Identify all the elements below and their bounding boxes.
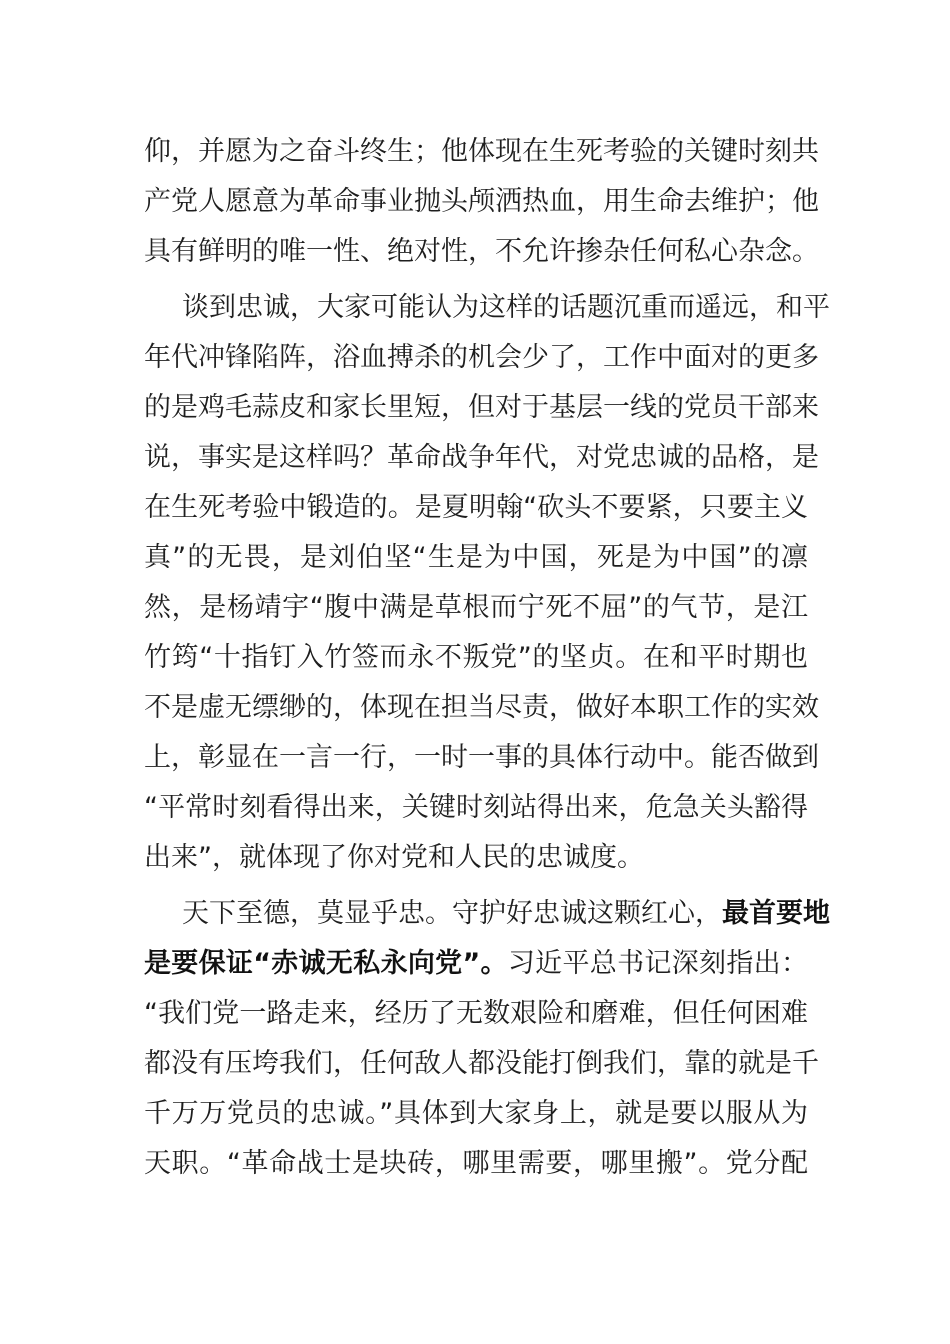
text-run: 天下至德，莫显乎忠。守护好忠诚这颗红心， [182, 898, 722, 929]
bold-text-run: 是要保证“赤诚无私永向党”。 [144, 948, 508, 979]
text-line: 的是鸡毛蒜皮和家长里短，但对于基层一线的党员干部来 [144, 392, 819, 423]
text-line [144, 889, 830, 939]
text-run: 习近平总书记深刻指出： [507, 948, 808, 979]
text-line: 年代冲锋陷阵，浴血搏杀的机会少了，工作中面对的更多 [144, 342, 819, 373]
text-line: 仰，并愿为之奋斗终生；他体现在生死考验的关键时刻共 [144, 136, 819, 167]
text-line: 天职。“革命战士是块砖，哪里需要，哪里搬”。党分配 [144, 1148, 808, 1179]
text-line: 具有鲜明的唯一性、绝对性，不允许掺杂任何私心杂念。 [144, 236, 819, 267]
text-line: 出来”，就体现了你对党和人民的忠诚度。 [144, 842, 644, 873]
text-line: 竹筠“十指钉入竹签而永不叛党”的坚贞。在和平时期也 [144, 642, 808, 673]
paragraph-3 [144, 889, 830, 1189]
document-body [144, 127, 830, 1189]
text-line: 都没有压垮我们，任何敌人都没能打倒我们，靠的就是千 [144, 1048, 819, 1079]
text-line: 谈到忠诚，大家可能认为这样的话题沉重而遥远，和平 [182, 292, 830, 323]
text-line: 不是虚无缥缈的，体现在担当尽责，做好本职工作的实效 [144, 692, 819, 723]
paragraph-2 [144, 283, 830, 883]
text-line [144, 939, 808, 989]
paragraph-1 [144, 127, 819, 277]
text-line: 在生死考验中锻造的。是夏明翰“砍头不要紧，只要主义 [144, 492, 808, 523]
text-line: 说，事实是这样吗？革命战争年代，对党忠诚的品格，是 [144, 442, 819, 473]
text-line: 产党人愿意为革命事业抛头颅洒热血，用生命去维护；他 [144, 186, 819, 217]
bold-text-run: 最首要地 [722, 898, 830, 929]
text-line: “平常时刻看得出来，关键时刻站得出来，危急关头豁得 [144, 792, 808, 823]
text-line: “我们党一路走来，经历了无数艰险和磨难，但任何困难 [144, 998, 808, 1029]
text-line: 真”的无畏，是刘伯坚“生是为中国，死是为中国”的凛 [144, 542, 808, 573]
text-line: 然，是杨靖宇“腹中满是草根而宁死不屈”的气节，是江 [144, 592, 808, 623]
text-line: 上，彰显在一言一行，一时一事的具体行动中。能否做到 [144, 742, 819, 773]
text-line: 千万万党员的忠诚。”具体到大家身上，就是要以服从为 [144, 1098, 808, 1129]
